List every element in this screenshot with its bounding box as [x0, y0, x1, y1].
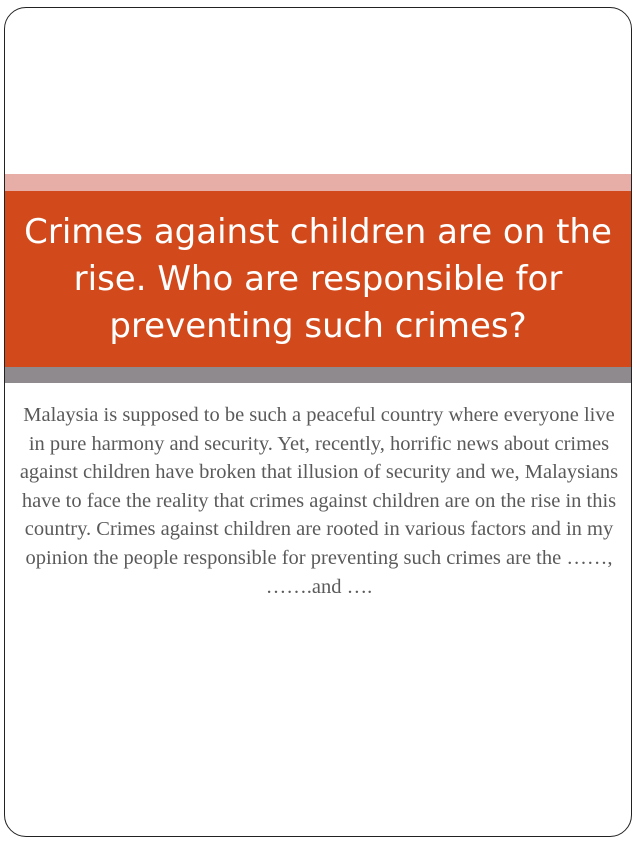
slide-title: Crimes against children are on the rise. Who are responsible for preventing such crimes?: [24, 211, 612, 346]
slide: [4, 7, 632, 837]
title-bottom-band: [5, 367, 631, 383]
slide-body-text: Malaysia is supposed to be such a peaceful country where everyone live in pure harmony and security. Yet, recently, horrific news about crimes against children have broken that illusion of security and we, Malaysians have to face the reality that crimes against children are on the rise in this country. Crimes against children are rooted in various factors and in my opinion the people responsible for preventing such crimes are the ……, …….and ….: [19, 404, 619, 598]
title-top-band: [5, 174, 631, 191]
title-banner: [5, 191, 631, 367]
